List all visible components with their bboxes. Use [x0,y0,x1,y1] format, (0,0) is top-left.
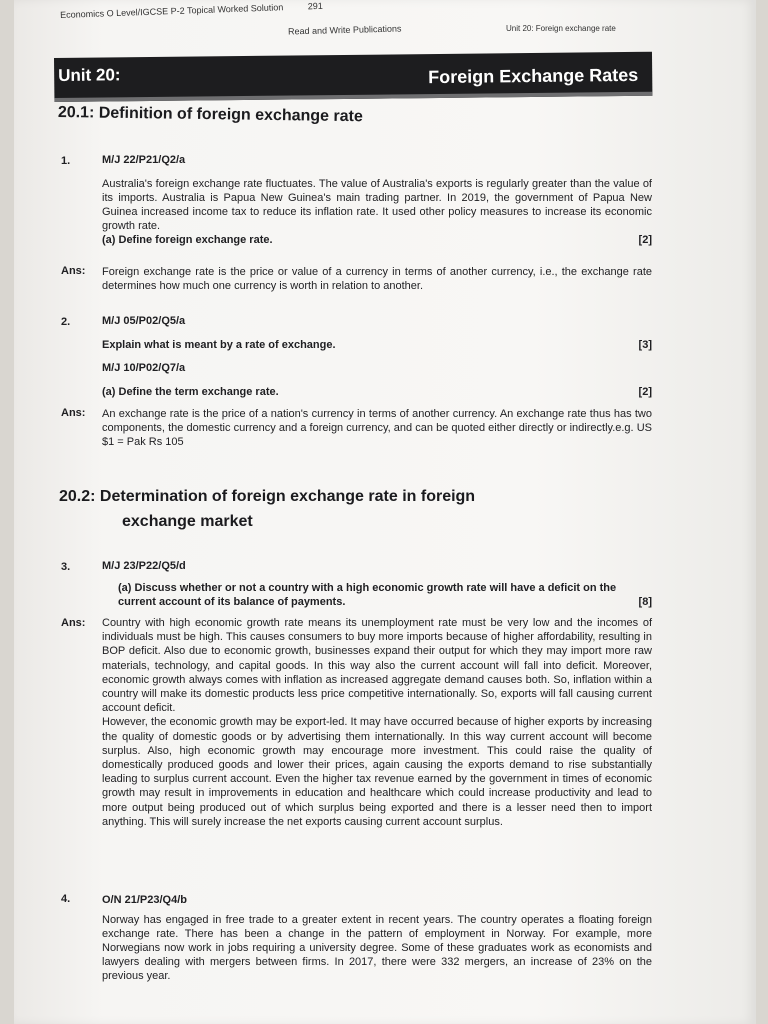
question-3-reference: M/J 23/P22/Q5/d [102,560,186,572]
question-1-part-a [102,233,652,247]
answer-1-text: Foreign exchange rate is the price or value of a currency in terms of another currency, i.e., the exchange rate determines how much one currency is worth in relation to another. [102,266,652,292]
question-2-part-2-text: (a) Define the term exchange rate. [102,386,279,398]
unit-title: Foreign Exchange Rates [428,64,639,88]
question-3-part-a [102,581,652,609]
answer-3-paragraph-1: Country with high economic growth rate means its unemployment rate must be very low and the incomes of individuals must be high. This causes consumers to buy more imports because of higher affordability, resulting in BOP deficit. Also due to economic growth, businesses expand their output for which they may import more raw materials, technology, and capital goods. In this way also the current account will fall into deficit. Moreover, economic growth always comes with inflation as increased aggregate demand causes both. So, inflation within a country will make its domestic products less price competitive internationally. So, exports will fall causing current account deficit. [102,617,652,715]
answer-2-label: Ans: [61,407,86,419]
question-4-number: 4. [61,893,71,905]
answer-3 [102,616,652,829]
question-2 [102,314,652,399]
answer-3-paragraph-2: However, the economic growth may be export-led. It may have occurred because of higher exports by increasing the quality of domestic goods or by advertising them internationally. In this way current account will become surplus. Also, high economic growth may encourage more investment. This could raise the quality of domestically produced goods and lower their prices, again causing the exports demand to rise substantially leading to surplus current account. Even the higher tax revenue earned by the government in times of economic growth may result in improvements in education and healthcare which could increase productivity and lead to more output being produced out of which surplus being exported and there is a lesser need then to import anything. This will surely increase the net exports causing current account surplus. [102,716,652,828]
page-number: 291 [307,0,324,12]
question-3 [102,559,652,609]
question-2-reference-2: M/J 10/P02/Q7/a [102,362,186,374]
answer-3-label: Ans: [61,617,86,629]
question-1-part-a-text: (a) Define foreign exchange rate. [102,234,273,246]
section-2-heading-line-1: 20.2: Determination of foreign exchange rate in foreign [59,488,476,505]
section-2-heading [59,484,619,534]
question-2-reference-1: M/J 05/P02/Q5/a [102,315,186,327]
question-2-marks-1: [3] [638,339,652,351]
book-title: Economics O Level/IGCSE P-2 Topical Worked Solution [60,2,284,20]
answer-1 [102,265,652,293]
question-2-marks-2: [2] [638,386,652,398]
question-2-number: 2. [61,316,71,328]
textbook-page [14,0,756,1024]
question-4-stem: Norway has engaged in free trade to a greater extent in recent years. The country operates a floating foreign exchange rate. There has been a change in the pattern of employment in Norway. For example, more Norwegians now work in jobs requiring a university degree. Some of these graduates work as economists and lawyers dealing with mergers between firms. In 2017, there were 332 mergers, an increase of 23% on the previous year. [102,914,652,982]
running-head: Unit 20: Foreign exchange rate [506,24,616,33]
question-2-part-1 [102,338,652,352]
question-4-reference: O/N 21/P23/Q4/b [102,894,187,906]
section-2-heading-line-2: exchange market [122,513,253,530]
question-3-number: 3. [61,561,71,573]
question-1-stem: Australia's foreign exchange rate fluctuates. The value of Australia's exports is regularly greater than the value of its imports. Australia is Papua New Guinea's main trading partner. In 2019, the government of Papua New Guinea increased income tax to reduce its inflation rate. It used other policy measures to increase its economic growth rate. [102,178,652,232]
section-1-heading: 20.1: Definition of foreign exchange rate [57,104,363,126]
question-2-part-1-text: Explain what is meant by a rate of exchange. [102,339,336,351]
answer-2 [102,407,652,449]
question-1-number: 1. [61,155,71,167]
book-header [60,1,323,20]
unit-banner [54,52,652,102]
publisher: Read and Write Publications [287,23,402,37]
question-1-reference: M/J 22/P21/Q2/a [102,154,186,166]
unit-label: Unit 20: [58,65,121,85]
question-2-part-2 [102,385,652,399]
question-1 [102,153,652,247]
question-3-part-a-text: (a) Discuss whether or not a country with a high economic growth rate will have a deficit on the current account of its balance of payments. [118,582,617,608]
answer-1-label: Ans: [61,265,86,277]
question-3-marks: [8] [638,596,652,608]
answer-2-text: An exchange rate is the price of a nation's currency in terms of another currency. An exchange rate thus has two components, the domestic currency and a foreign currency, and can be quoted either directly or indirectly.e.g. US $1 = Pak Rs 105 [102,408,652,448]
question-4 [102,893,652,983]
question-1-marks: [2] [638,234,652,246]
